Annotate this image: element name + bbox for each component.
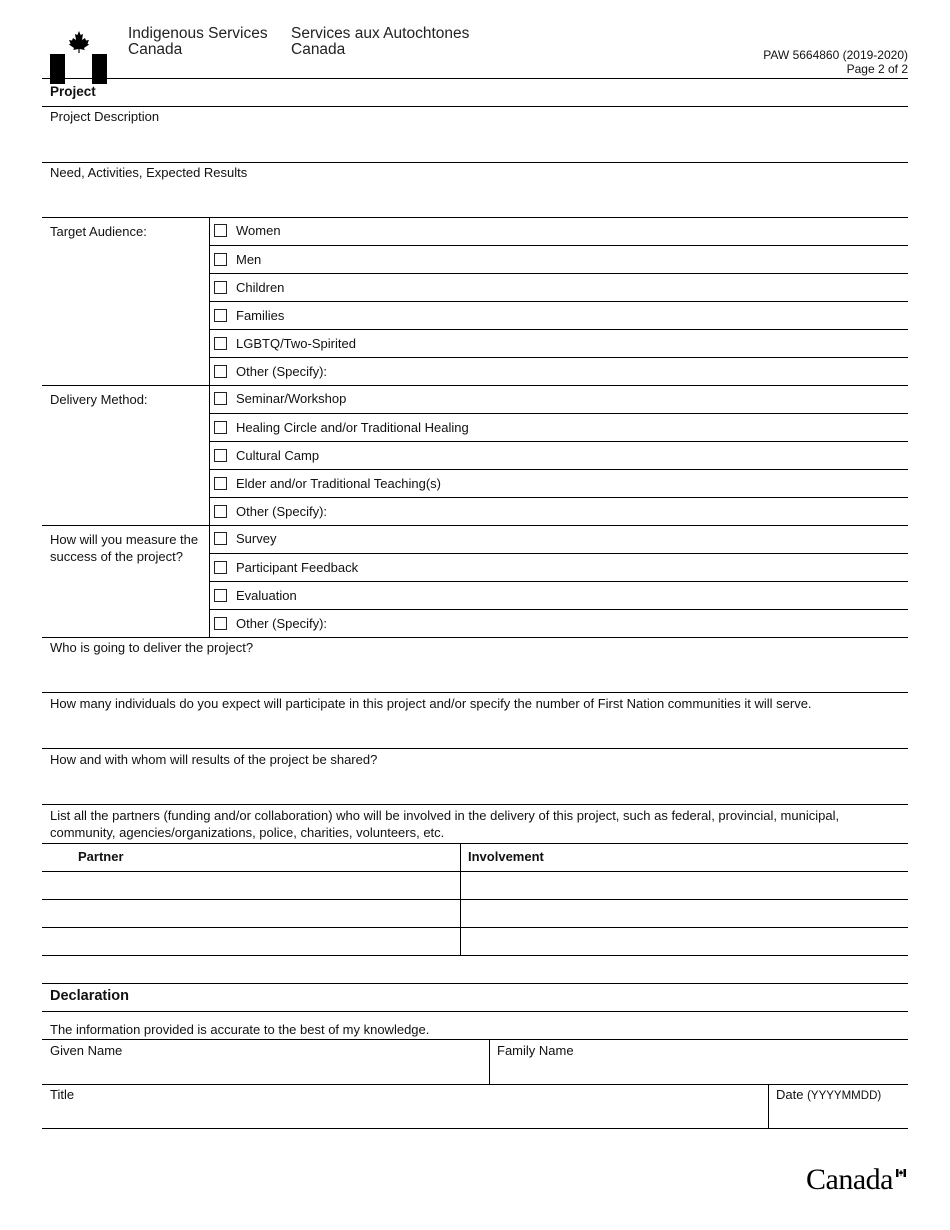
given-name-label: Given Name	[50, 1043, 123, 1058]
declaration-title: Declaration	[50, 988, 129, 1004]
checkbox-option[interactable]: Participant Feedback	[210, 553, 908, 582]
checkbox-option[interactable]: Other (Specify):	[210, 497, 908, 526]
department-name-fr: Services aux Autochtones Canada	[291, 25, 470, 58]
form-info	[763, 48, 908, 76]
need-activities-label: Need, Activities, Expected Results	[50, 165, 248, 180]
date-label: Date (YYYYMMDD)	[776, 1087, 882, 1102]
checkbox-option[interactable]: Cultural Camp	[210, 441, 908, 470]
declaration-statement: The information provided is accurate to the best of my knowledge.	[50, 1022, 430, 1037]
checkbox[interactable]	[214, 253, 227, 266]
checkbox-option[interactable]: Families	[210, 301, 908, 330]
checkbox[interactable]	[214, 477, 227, 490]
department-name-en: Indigenous Services Canada	[128, 25, 268, 58]
who-delivers-field[interactable]	[42, 656, 908, 692]
project-description-label: Project Description	[50, 109, 160, 124]
checkbox-option[interactable]: Seminar/Workshop	[210, 385, 908, 413]
date-field[interactable]	[769, 1102, 908, 1127]
involvement-column-header: Involvement	[468, 849, 544, 864]
partner-cell[interactable]	[42, 900, 460, 927]
page-number: Page 2 of 2	[846, 62, 908, 76]
partners-intro-label: List all the partners (funding and/or collaboration) who will be involved in the delivery of this project, such as federal, provincial, municipal, community, agencies/organizations, police, charities, volunteers, etc.	[50, 808, 840, 840]
canada-wordmark: Canada	[806, 1163, 893, 1196]
measure-success-label: How will you measure the success of the project?	[50, 532, 199, 564]
checkbox-option[interactable]: Healing Circle and/or Traditional Healing	[210, 413, 908, 442]
form-number: PAW 5664860 (2019-2020)	[763, 48, 908, 62]
checkbox[interactable]	[214, 224, 227, 237]
checkbox[interactable]	[214, 309, 227, 322]
checkbox[interactable]	[214, 281, 227, 294]
checkbox-option[interactable]: LGBTQ/Two-Spirited	[210, 329, 908, 358]
delivery-method-label: Delivery Method:	[50, 392, 148, 407]
partner-cell[interactable]	[42, 872, 460, 899]
checkbox-option[interactable]: Elder and/or Traditional Teaching(s)	[210, 469, 908, 498]
partner-cell[interactable]	[42, 928, 460, 955]
target-audience-label: Target Audience:	[50, 224, 147, 239]
family-name-field[interactable]	[490, 1058, 908, 1083]
involvement-cell[interactable]	[461, 928, 908, 955]
project-description-field[interactable]	[42, 124, 908, 161]
how-many-field[interactable]	[42, 712, 908, 748]
partner-column-header: Partner	[78, 849, 124, 864]
checkbox[interactable]	[214, 337, 227, 350]
checkbox[interactable]	[214, 392, 227, 405]
checkbox[interactable]	[214, 505, 227, 518]
checkbox[interactable]	[214, 561, 227, 574]
checkbox[interactable]	[214, 617, 227, 630]
checkbox-option[interactable]: Other (Specify):	[210, 357, 908, 386]
checkbox[interactable]	[214, 449, 227, 462]
how-many-label: How many individuals do you expect will participate in this project and/or specify the number of First Nation communities it will serve.	[50, 696, 812, 711]
project-section-title: Project	[50, 84, 96, 99]
involvement-cell[interactable]	[461, 900, 908, 927]
checkbox-option[interactable]: Children	[210, 273, 908, 302]
checkbox-option[interactable]: Men	[210, 245, 908, 274]
checkbox-option[interactable]: Women	[210, 217, 908, 245]
given-name-field[interactable]	[42, 1058, 488, 1083]
need-activities-field[interactable]	[42, 180, 908, 216]
title-label: Title	[50, 1087, 75, 1102]
canada-flag-icon	[50, 27, 107, 57]
who-delivers-label: Who is going to deliver the project?	[50, 640, 254, 655]
checkbox-option[interactable]: Survey	[210, 525, 908, 553]
results-shared-field[interactable]	[42, 768, 908, 804]
checkbox-option[interactable]: Evaluation	[210, 581, 908, 610]
checkbox[interactable]	[214, 532, 227, 545]
checkbox[interactable]	[214, 421, 227, 434]
results-shared-label: How and with whom will results of the project be shared?	[50, 752, 378, 767]
checkbox[interactable]	[214, 589, 227, 602]
involvement-cell[interactable]	[461, 872, 908, 899]
checkbox-option[interactable]: Other (Specify):	[210, 609, 908, 638]
checkbox[interactable]	[214, 365, 227, 378]
wordmark-flag-icon	[896, 1167, 906, 1177]
family-name-label: Family Name	[497, 1043, 574, 1058]
title-field[interactable]	[42, 1102, 767, 1127]
